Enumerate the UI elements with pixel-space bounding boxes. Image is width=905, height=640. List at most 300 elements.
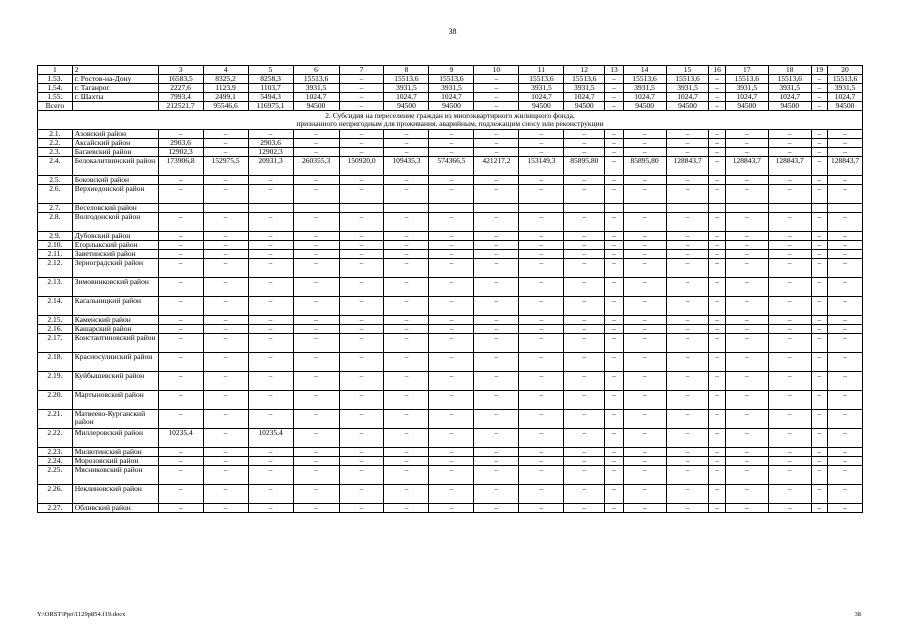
value-cell: – (725, 278, 768, 297)
value-cell: – (725, 185, 768, 204)
value-cell: – (474, 278, 519, 297)
value-cell: – (605, 157, 623, 176)
value-cell: – (339, 391, 384, 410)
value-cell: – (293, 429, 339, 448)
value-cell: – (248, 448, 293, 457)
value-cell: – (623, 410, 666, 429)
value-cell: – (248, 130, 293, 139)
value-cell: – (725, 148, 768, 157)
value-cell: – (474, 93, 519, 102)
value-cell: – (623, 372, 666, 391)
value-cell: – (293, 391, 339, 410)
value-cell: – (429, 372, 474, 391)
value-cell: – (709, 176, 725, 185)
value-cell: – (666, 259, 709, 278)
value-cell: – (828, 372, 863, 391)
table-row (38, 157, 863, 176)
value-cell: – (623, 250, 666, 259)
value-cell: – (811, 102, 827, 111)
value-cell: – (709, 391, 725, 410)
value-cell: – (384, 213, 429, 232)
value-cell: – (709, 504, 725, 513)
value-cell: – (605, 259, 623, 278)
value-cell: 94500 (293, 102, 339, 111)
value-cell: – (828, 325, 863, 334)
value-cell: – (709, 102, 725, 111)
value-cell: – (519, 297, 564, 316)
value-cell: – (828, 334, 863, 353)
value-cell (474, 204, 519, 213)
value-cell: – (768, 372, 811, 391)
value-cell: – (768, 457, 811, 466)
value-cell: – (384, 185, 429, 204)
value-cell: – (623, 139, 666, 148)
value-cell: 94500 (828, 102, 863, 111)
value-cell: – (248, 213, 293, 232)
value-cell: 116975,1 (248, 102, 293, 111)
value-cell: – (768, 448, 811, 457)
row-number-cell: 2.16. (38, 325, 73, 334)
value-cell: – (828, 241, 863, 250)
value-cell: – (339, 334, 384, 353)
value-cell: – (429, 316, 474, 325)
row-name-cell: Мартыновский район (72, 391, 158, 410)
value-cell: 3931,5 (429, 84, 474, 93)
value-cell: 2903,6 (158, 139, 203, 148)
table-row (38, 372, 863, 391)
value-cell: – (666, 232, 709, 241)
value-cell: 94500 (384, 102, 429, 111)
value-cell: 15 (666, 66, 709, 75)
value-cell: – (811, 75, 827, 84)
value-cell: – (519, 372, 564, 391)
value-cell: – (293, 297, 339, 316)
value-cell: – (828, 466, 863, 485)
value-cell (709, 204, 725, 213)
table-row (38, 75, 863, 84)
value-cell: – (203, 448, 248, 457)
table-row (38, 250, 863, 259)
value-cell: – (519, 232, 564, 241)
value-cell: – (519, 353, 564, 372)
value-cell: – (811, 353, 827, 372)
row-name-cell: Куйбышевский район (72, 372, 158, 391)
row-number-cell: 2.27. (38, 504, 73, 513)
value-cell: 8325,2 (203, 75, 248, 84)
value-cell: – (429, 232, 474, 241)
value-cell: – (768, 278, 811, 297)
value-cell: – (339, 75, 384, 84)
value-cell (623, 204, 666, 213)
row-name-cell: Белокалитвинский район (72, 157, 158, 176)
value-cell: – (605, 448, 623, 457)
value-cell: – (384, 391, 429, 410)
value-cell: – (429, 259, 474, 278)
value-cell: – (519, 185, 564, 204)
value-cell: – (519, 410, 564, 429)
value-cell: – (474, 75, 519, 84)
row-name-cell: г. Ростов-на-Дону (72, 75, 158, 84)
value-cell: – (203, 148, 248, 157)
value-cell: – (828, 232, 863, 241)
section-title-line-1: 2. Субсидия на переселение граждан из многоквартирного жилищного фонда, (325, 111, 575, 120)
value-cell: – (709, 139, 725, 148)
value-cell: – (339, 429, 384, 448)
value-cell: – (811, 232, 827, 241)
value-cell: – (474, 457, 519, 466)
value-cell: 1024,7 (564, 93, 605, 102)
value-cell: – (564, 448, 605, 457)
value-cell: – (474, 316, 519, 325)
row-name-cell: Азовский район (72, 130, 158, 139)
value-cell: – (709, 325, 725, 334)
value-cell: – (339, 102, 384, 111)
value-cell: – (605, 176, 623, 185)
value-cell: – (158, 372, 203, 391)
value-cell: – (519, 148, 564, 157)
value-cell: – (768, 429, 811, 448)
value-cell: – (339, 148, 384, 157)
value-cell: – (293, 316, 339, 325)
value-cell: – (248, 485, 293, 504)
value-cell: – (248, 372, 293, 391)
value-cell: – (203, 297, 248, 316)
value-cell: – (248, 466, 293, 485)
row-number-cell: 2.6. (38, 185, 73, 204)
row-number-cell: 2.19. (38, 372, 73, 391)
row-number-cell: 1 (38, 66, 73, 75)
value-cell (203, 204, 248, 213)
row-number-cell: Всего (38, 102, 73, 111)
value-cell: 260355,3 (293, 157, 339, 176)
value-cell: – (811, 157, 827, 176)
value-cell: – (158, 241, 203, 250)
table-row (38, 353, 863, 372)
value-cell: – (811, 93, 827, 102)
value-cell: – (666, 316, 709, 325)
row-number-cell: 2.3. (38, 148, 73, 157)
value-cell: – (339, 316, 384, 325)
table-row (38, 325, 863, 334)
value-cell: – (293, 278, 339, 297)
table-row (38, 241, 863, 250)
value-cell: 128843,7 (828, 157, 863, 176)
row-name-cell: Константиновский район (72, 334, 158, 353)
value-cell: – (768, 241, 811, 250)
value-cell: – (339, 466, 384, 485)
value-cell: – (605, 93, 623, 102)
value-cell: – (158, 485, 203, 504)
value-cell: – (429, 185, 474, 204)
value-cell: 3931,5 (828, 84, 863, 93)
value-cell: – (605, 325, 623, 334)
value-cell: – (811, 278, 827, 297)
value-cell: – (828, 457, 863, 466)
value-cell: 6 (293, 66, 339, 75)
value-cell: – (384, 316, 429, 325)
row-number-cell: 2.2. (38, 139, 73, 148)
value-cell: – (339, 278, 384, 297)
value-cell: – (605, 457, 623, 466)
row-name-cell: 2 (72, 66, 158, 75)
footer-page-number: 38 (854, 611, 861, 618)
value-cell: – (811, 130, 827, 139)
value-cell: 95546,6 (203, 102, 248, 111)
value-cell: – (666, 457, 709, 466)
value-cell: – (623, 429, 666, 448)
value-cell: – (564, 139, 605, 148)
value-cell: 3931,5 (623, 84, 666, 93)
value-cell: – (623, 466, 666, 485)
value-cell: – (248, 410, 293, 429)
row-number-cell: 2.21. (38, 410, 73, 429)
value-cell: – (384, 259, 429, 278)
table-row (38, 102, 863, 111)
value-cell: 1024,7 (429, 93, 474, 102)
value-cell: – (811, 372, 827, 391)
value-cell: 1103,7 (248, 84, 293, 93)
table-row (38, 259, 863, 278)
value-cell: – (725, 485, 768, 504)
value-cell: – (564, 504, 605, 513)
value-cell: 3931,5 (666, 84, 709, 93)
value-cell: – (293, 325, 339, 334)
value-cell: – (605, 466, 623, 485)
value-cell: – (811, 176, 827, 185)
value-cell: 1024,7 (725, 93, 768, 102)
value-cell: – (519, 325, 564, 334)
value-cell: 3931,5 (293, 84, 339, 93)
value-cell: – (519, 250, 564, 259)
value-cell: – (564, 278, 605, 297)
value-cell: – (828, 148, 863, 157)
value-cell: 94500 (564, 102, 605, 111)
row-name-cell: Обливский район (72, 504, 158, 513)
value-cell: – (666, 353, 709, 372)
value-cell: – (519, 391, 564, 410)
value-cell: – (384, 148, 429, 157)
value-cell: – (564, 232, 605, 241)
value-cell: 17 (725, 66, 768, 75)
value-cell: – (474, 213, 519, 232)
value-cell: – (768, 232, 811, 241)
value-cell: – (429, 241, 474, 250)
value-cell: – (519, 504, 564, 513)
value-cell: – (248, 391, 293, 410)
value-cell: – (811, 185, 827, 204)
value-cell: 20931,3 (248, 157, 293, 176)
value-cell: – (768, 466, 811, 485)
value-cell: – (384, 139, 429, 148)
table-row (38, 232, 863, 241)
value-cell: – (666, 139, 709, 148)
value-cell: – (811, 485, 827, 504)
value-cell: 1024,7 (666, 93, 709, 102)
value-cell: – (666, 241, 709, 250)
value-cell: – (811, 250, 827, 259)
value-cell: – (158, 130, 203, 139)
value-cell: 128843,7 (725, 157, 768, 176)
value-cell: – (384, 372, 429, 391)
value-cell: – (605, 353, 623, 372)
value-cell: – (519, 130, 564, 139)
value-cell: – (384, 278, 429, 297)
value-cell: – (293, 213, 339, 232)
value-cell: – (768, 213, 811, 232)
table-row (38, 410, 863, 429)
value-cell: – (474, 391, 519, 410)
value-cell: – (768, 185, 811, 204)
value-cell: – (203, 372, 248, 391)
row-name-cell: Багаевский район (72, 148, 158, 157)
value-cell (811, 204, 827, 213)
value-cell: – (709, 259, 725, 278)
value-cell: – (339, 84, 384, 93)
value-cell: – (429, 130, 474, 139)
value-cell: – (605, 316, 623, 325)
value-cell: – (709, 148, 725, 157)
value-cell: – (384, 410, 429, 429)
value-cell: – (768, 176, 811, 185)
row-number-cell: 2.10. (38, 241, 73, 250)
value-cell: – (474, 130, 519, 139)
value-cell: – (293, 232, 339, 241)
value-cell: – (248, 316, 293, 325)
value-cell: – (564, 130, 605, 139)
value-cell: – (725, 466, 768, 485)
value-cell: – (725, 130, 768, 139)
value-cell: – (339, 297, 384, 316)
value-cell: – (203, 325, 248, 334)
value-cell: 94500 (519, 102, 564, 111)
value-cell: 15513,6 (725, 75, 768, 84)
value-cell: – (709, 185, 725, 204)
table-row (38, 185, 863, 204)
value-cell: – (725, 250, 768, 259)
section-title (38, 111, 863, 130)
value-cell: – (564, 334, 605, 353)
value-cell: – (293, 504, 339, 513)
value-cell: – (248, 457, 293, 466)
table-row (38, 204, 863, 213)
value-cell: 3931,5 (564, 84, 605, 93)
value-cell: – (339, 325, 384, 334)
value-cell: – (429, 148, 474, 157)
table-row (38, 485, 863, 504)
value-cell (158, 204, 203, 213)
value-cell (248, 204, 293, 213)
value-cell: – (203, 139, 248, 148)
table-row (38, 84, 863, 93)
value-cell: 1024,7 (768, 93, 811, 102)
value-cell: – (666, 278, 709, 297)
value-cell: – (429, 457, 474, 466)
value-cell: – (768, 410, 811, 429)
value-cell: – (158, 250, 203, 259)
value-cell: – (828, 429, 863, 448)
row-number-cell: 2.17. (38, 334, 73, 353)
value-cell: 19 (811, 66, 827, 75)
value-cell: 9 (429, 66, 474, 75)
value-cell: – (811, 325, 827, 334)
value-cell: 150920,0 (339, 157, 384, 176)
value-cell: – (384, 504, 429, 513)
value-cell: – (811, 316, 827, 325)
value-cell: 7 (339, 66, 384, 75)
value-cell: – (828, 353, 863, 372)
value-cell: – (709, 250, 725, 259)
value-cell: – (158, 232, 203, 241)
table-row (38, 93, 863, 102)
value-cell: – (564, 250, 605, 259)
value-cell: – (203, 250, 248, 259)
value-cell: – (666, 297, 709, 316)
value-cell: – (623, 213, 666, 232)
value-cell: – (339, 259, 384, 278)
table-row (38, 391, 863, 410)
row-name-cell: г. Шахты (72, 93, 158, 102)
value-cell: – (519, 176, 564, 185)
value-cell (293, 204, 339, 213)
value-cell: – (339, 485, 384, 504)
value-cell: – (725, 241, 768, 250)
value-cell: – (293, 148, 339, 157)
value-cell: – (811, 148, 827, 157)
value-cell: – (605, 75, 623, 84)
value-cell: 2499,1 (203, 93, 248, 102)
value-cell: – (709, 213, 725, 232)
value-cell: – (709, 457, 725, 466)
value-cell: 3931,5 (384, 84, 429, 93)
row-number-cell: 1.54. (38, 84, 73, 93)
value-cell: – (828, 391, 863, 410)
value-cell: – (623, 485, 666, 504)
value-cell: – (709, 130, 725, 139)
value-cell: – (725, 353, 768, 372)
value-cell: – (248, 185, 293, 204)
value-cell: – (564, 372, 605, 391)
value-cell: 94500 (768, 102, 811, 111)
value-cell: – (564, 185, 605, 204)
value-cell: – (768, 353, 811, 372)
value-cell (429, 204, 474, 213)
value-cell: 574366,5 (429, 157, 474, 176)
value-cell: – (605, 372, 623, 391)
value-cell: – (474, 259, 519, 278)
value-cell: – (725, 213, 768, 232)
value-cell: – (605, 148, 623, 157)
value-cell: – (709, 485, 725, 504)
value-cell: – (725, 410, 768, 429)
value-cell: – (293, 250, 339, 259)
row-name-cell (72, 102, 158, 111)
value-cell: – (709, 232, 725, 241)
value-cell: 109435,3 (384, 157, 429, 176)
value-cell: – (248, 334, 293, 353)
row-name-cell: Дубовский район (72, 232, 158, 241)
value-cell: 5494,3 (248, 93, 293, 102)
value-cell (828, 204, 863, 213)
value-cell: – (605, 139, 623, 148)
table-row (38, 139, 863, 148)
value-cell: – (293, 334, 339, 353)
value-cell: – (203, 232, 248, 241)
value-cell: – (158, 297, 203, 316)
value-cell: – (811, 448, 827, 457)
value-cell: – (474, 466, 519, 485)
row-number-cell: 2.1. (38, 130, 73, 139)
value-cell: – (725, 232, 768, 241)
